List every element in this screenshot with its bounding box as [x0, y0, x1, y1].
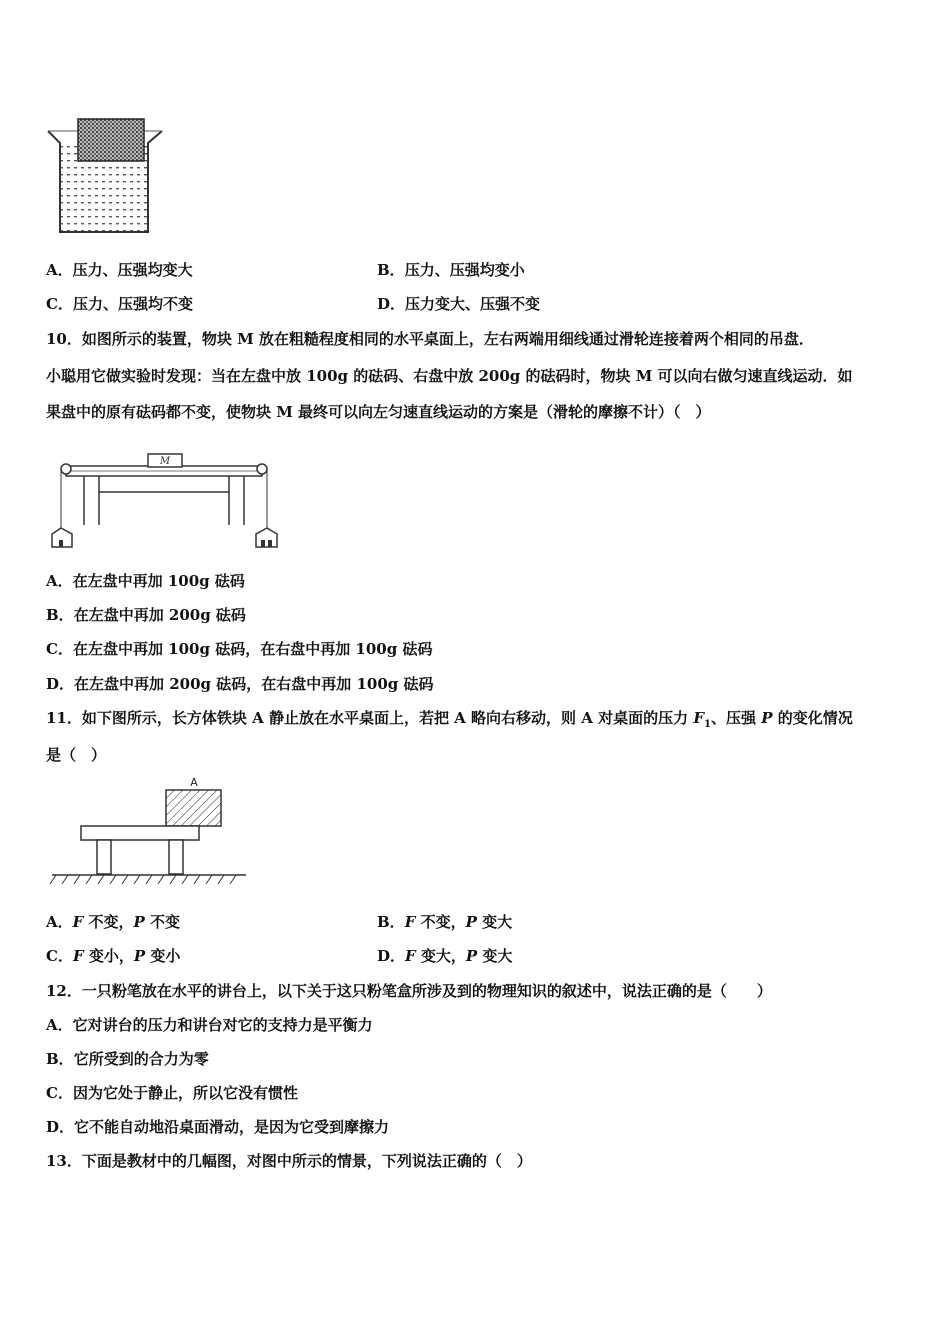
q11-figure — [46, 774, 251, 892]
q12-stem: 12．一只粉笔放在水平的讲台上，以下关于这只粉笔盒所涉及到的物理知识的叙述中，说法正确的是（ ） — [46, 982, 772, 1000]
q11-option-b[interactable]: B．F 不变，P 变大 — [377, 913, 513, 931]
q10-stem-line-2: 小聪用它做实验时发现：当在左盘中放 100g 的砝码、右盘中放 200g 的砝码时，物块 M 可以向右做匀速直线运动．如 — [46, 367, 853, 385]
q10-option-c[interactable]: C．在左盘中再加 100g 砝码，在右盘中再加 100g 砝码 — [46, 640, 433, 658]
q9-figure — [44, 115, 169, 240]
q12-option-d[interactable]: D．它不能自动地沿桌面滑动，是因为它受到摩擦力 — [46, 1118, 390, 1136]
q9-option-a[interactable]: A．压力、压强均变大 — [46, 261, 193, 279]
q9-option-c[interactable]: C．压力、压强均不变 — [46, 295, 193, 313]
block-a-label: A — [190, 776, 198, 789]
desk-top — [81, 826, 199, 840]
q12-option-c[interactable]: C．因为它处于静止，所以它没有惯性 — [46, 1084, 298, 1102]
q9-option-d[interactable]: D．压力变大、压强不变 — [377, 295, 541, 313]
q10-stem-line-1: 10．如图所示的装置，物块 M 放在粗糙程度相同的水平桌面上，左右两端用细线通过滑轮连接着两个相同的吊盘． — [46, 330, 814, 348]
q12-option-b[interactable]: B．它所受到的合力为零 — [46, 1050, 209, 1068]
q11-option-d[interactable]: D．F 变大，P 变大 — [377, 947, 513, 965]
left-pulley — [61, 464, 71, 474]
q11-option-c[interactable]: C．F 变小，P 变小 — [46, 947, 181, 965]
right-pan — [256, 528, 277, 547]
q10-option-b[interactable]: B．在左盘中再加 200g 砝码 — [46, 606, 246, 624]
q10-option-a[interactable]: A．在左盘中再加 100g 砝码 — [46, 572, 245, 590]
q13-stem: 13．下面是教材中的几幅图，对图中所示的情景，下列说法正确的（ ） — [46, 1152, 532, 1170]
q10-figure — [44, 450, 284, 550]
q10-stem-line-3: 果盘中的原有砝码都不变，使物块 M 最终可以向左匀速直线运动的方案是（滑轮的摩擦不计）（ ） — [46, 403, 711, 421]
block-m-label: M — [159, 456, 171, 467]
right-pulley — [257, 464, 267, 474]
submerged-block — [78, 119, 144, 161]
block-a — [166, 790, 221, 826]
q9-option-b[interactable]: B．压力、压强均变小 — [377, 261, 525, 279]
q11-stem-line-2: 是（ ） — [46, 746, 107, 764]
q10-option-d[interactable]: D．在左盘中再加 200g 砝码，在右盘中再加 100g 砝码 — [46, 675, 434, 693]
q11-stem-line-1: 11．如下图所示，长方体铁块 A 静止放在水平桌面上，若把 A 略向右移动，则 A 对桌面的压力 $F_1$、压强 P 的变化情况 — [46, 709, 853, 730]
q11-option-a[interactable]: A．F 不变，P 不变 — [46, 913, 181, 931]
q12-option-a[interactable]: A．它对讲台的压力和讲台对它的支持力是平衡力 — [46, 1016, 373, 1034]
